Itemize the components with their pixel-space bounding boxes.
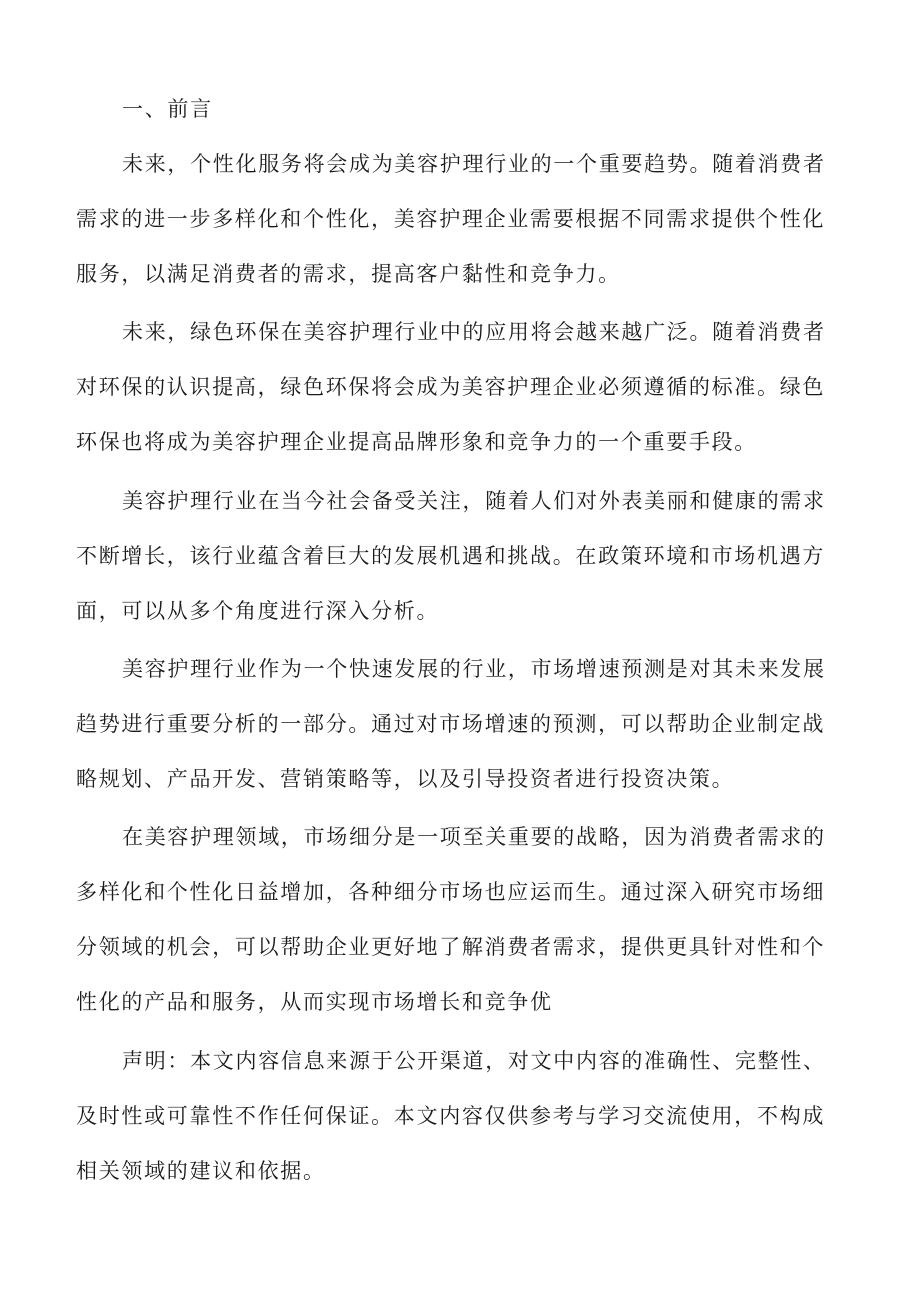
paragraph-line: 多样化和个性化日益增加，各种细分市场也应运而生。通过深入研究市场细 <box>76 880 826 904</box>
paragraph-line: 面，可以从多个角度进行深入分析。 <box>76 599 440 623</box>
paragraph-disclaimer <box>76 1034 846 1199</box>
paragraph-line: 在美容护理领域，市场细分是一项至关重要的战略，因为消费者需求的 <box>122 825 826 849</box>
paragraph-line: 不断增长，该行业蕴含着巨大的发展机遇和挑战。在政策环境和市场机遇方 <box>76 544 826 568</box>
paragraph-line: 性化的产品和服务，从而实现市场增长和竞争优 <box>76 990 553 1014</box>
paragraph-line: 未来，个性化服务将会成为美容护理行业的一个重要趋势。随着消费者 <box>122 152 826 176</box>
paragraph-market-growth <box>76 642 846 807</box>
paragraph-line: 美容护理行业作为一个快速发展的行业，市场增速预测是对其未来发展 <box>122 657 826 681</box>
paragraph-line: 未来，绿色环保在美容护理行业中的应用将会越来越广泛。随着消费者 <box>122 320 826 344</box>
paragraph-line: 趋势进行重要分析的一部分。通过对市场增速的预测，可以帮助企业制定战 <box>76 712 826 736</box>
paragraph-green-environment <box>76 305 846 470</box>
paragraph-line: 声明：本文内容信息来源于公开渠道，对文中内容的准确性、完整性、 <box>122 1049 826 1073</box>
paragraph-line: 环保也将成为美容护理企业提高品牌形象和竞争力的一个重要手段。 <box>76 430 757 454</box>
paragraph-line: 相关领域的建议和依据。 <box>76 1159 326 1183</box>
paragraph-market-segmentation <box>76 810 846 1030</box>
paragraph-personalized-service <box>76 137 846 302</box>
paragraph-industry-attention <box>76 474 846 639</box>
paragraph-line: 需求的进一步多样化和个性化，美容护理企业需要根据不同需求提供个性化 <box>76 207 826 231</box>
paragraph-line: 及时性或可靠性不作任何保证。本文内容仅供参考与学习交流使用，不构成 <box>76 1104 826 1128</box>
paragraph-line: 美容护理行业在当今社会备受关注，随着人们对外表美丽和健康的需求 <box>122 489 826 513</box>
section-heading: 一、前言 <box>122 97 213 121</box>
paragraph-line: 略规划、产品开发、营销策略等，以及引导投资者进行投资决策。 <box>76 767 735 791</box>
paragraph-line: 服务，以满足消费者的需求，提高客户黏性和竞争力。 <box>76 262 621 286</box>
paragraph-line: 对环保的认识提高，绿色环保将会成为美容护理企业必须遵循的标准。绿色 <box>76 375 826 399</box>
paragraph-line: 分领域的机会，可以帮助企业更好地了解消费者需求，提供更具针对性和个 <box>76 935 826 959</box>
